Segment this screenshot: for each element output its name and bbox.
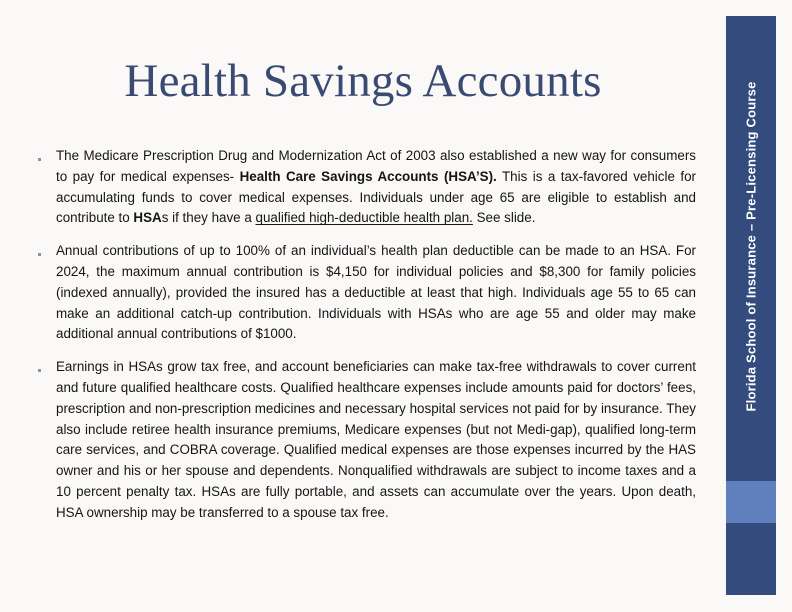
square-bullet-icon — [38, 241, 56, 259]
sidebar-course-label — [726, 16, 776, 476]
sidebar-accent-band — [726, 481, 776, 523]
square-bullet-icon — [38, 146, 56, 164]
square-bullet-icon — [38, 357, 56, 375]
list-item — [38, 241, 696, 345]
bullet-text-2: Annual contributions of up to 100% of an individual’s health plan deductible can be made to an HSA. For 2024, the maximum annual contribution is $4,150 for individual policies and $8,300 for family policies (indexed annually), provided the insured has a deductible at least that high. Individuals age 55 to 65 can make an additional catch-up contribution. Individuals with HSAs who are age 55 and older may make additional annual contributions of $1000. — [56, 243, 696, 342]
bullet-text-3: Earnings in HSAs grow tax free, and account beneficiaries can make tax-free withdrawals to cover current and future qualified healthcare costs. Qualified healthcare expenses include amounts paid for doctors’ fees, prescription and non-prescription medicines and necessary hospital services not paid for by insurance. They also include retiree health insurance premiums, Medicare expenses (but not Medi-gap), qualified long-term care services, and COBRA coverage. Qualified medical expenses are those expenses incurred by the HAS owner and his or her spouse and dependents. Nonqualified withdrawals are subject to income taxes and a 10 percent penalty tax. HSAs are fully portable, and assets can accumulate over the years. Upon death, HSA ownership may be transferred to a spouse tax free. — [56, 359, 696, 520]
list-item — [38, 146, 696, 229]
sidebar-course-label-text: Florida School of Insurance – Pre-Licensing Course — [743, 80, 759, 412]
slide-body — [38, 146, 696, 536]
bullet-text-1: The Medicare Prescription Drug and Modernization Act of 2003 also established a new way for consumers to pay for medical expenses- Health Care Savings Accounts (HSA’S). This is a tax-favored vehicle for accumulating funds to cover medical expenses. Individuals under age 65 are eligible to establish and contribute to HSAs if they have a qualified high-deductible health plan. See slide. — [56, 148, 696, 226]
list-item — [38, 357, 696, 523]
page-title: Health Savings Accounts — [124, 55, 602, 107]
course-sidebar — [726, 16, 776, 595]
